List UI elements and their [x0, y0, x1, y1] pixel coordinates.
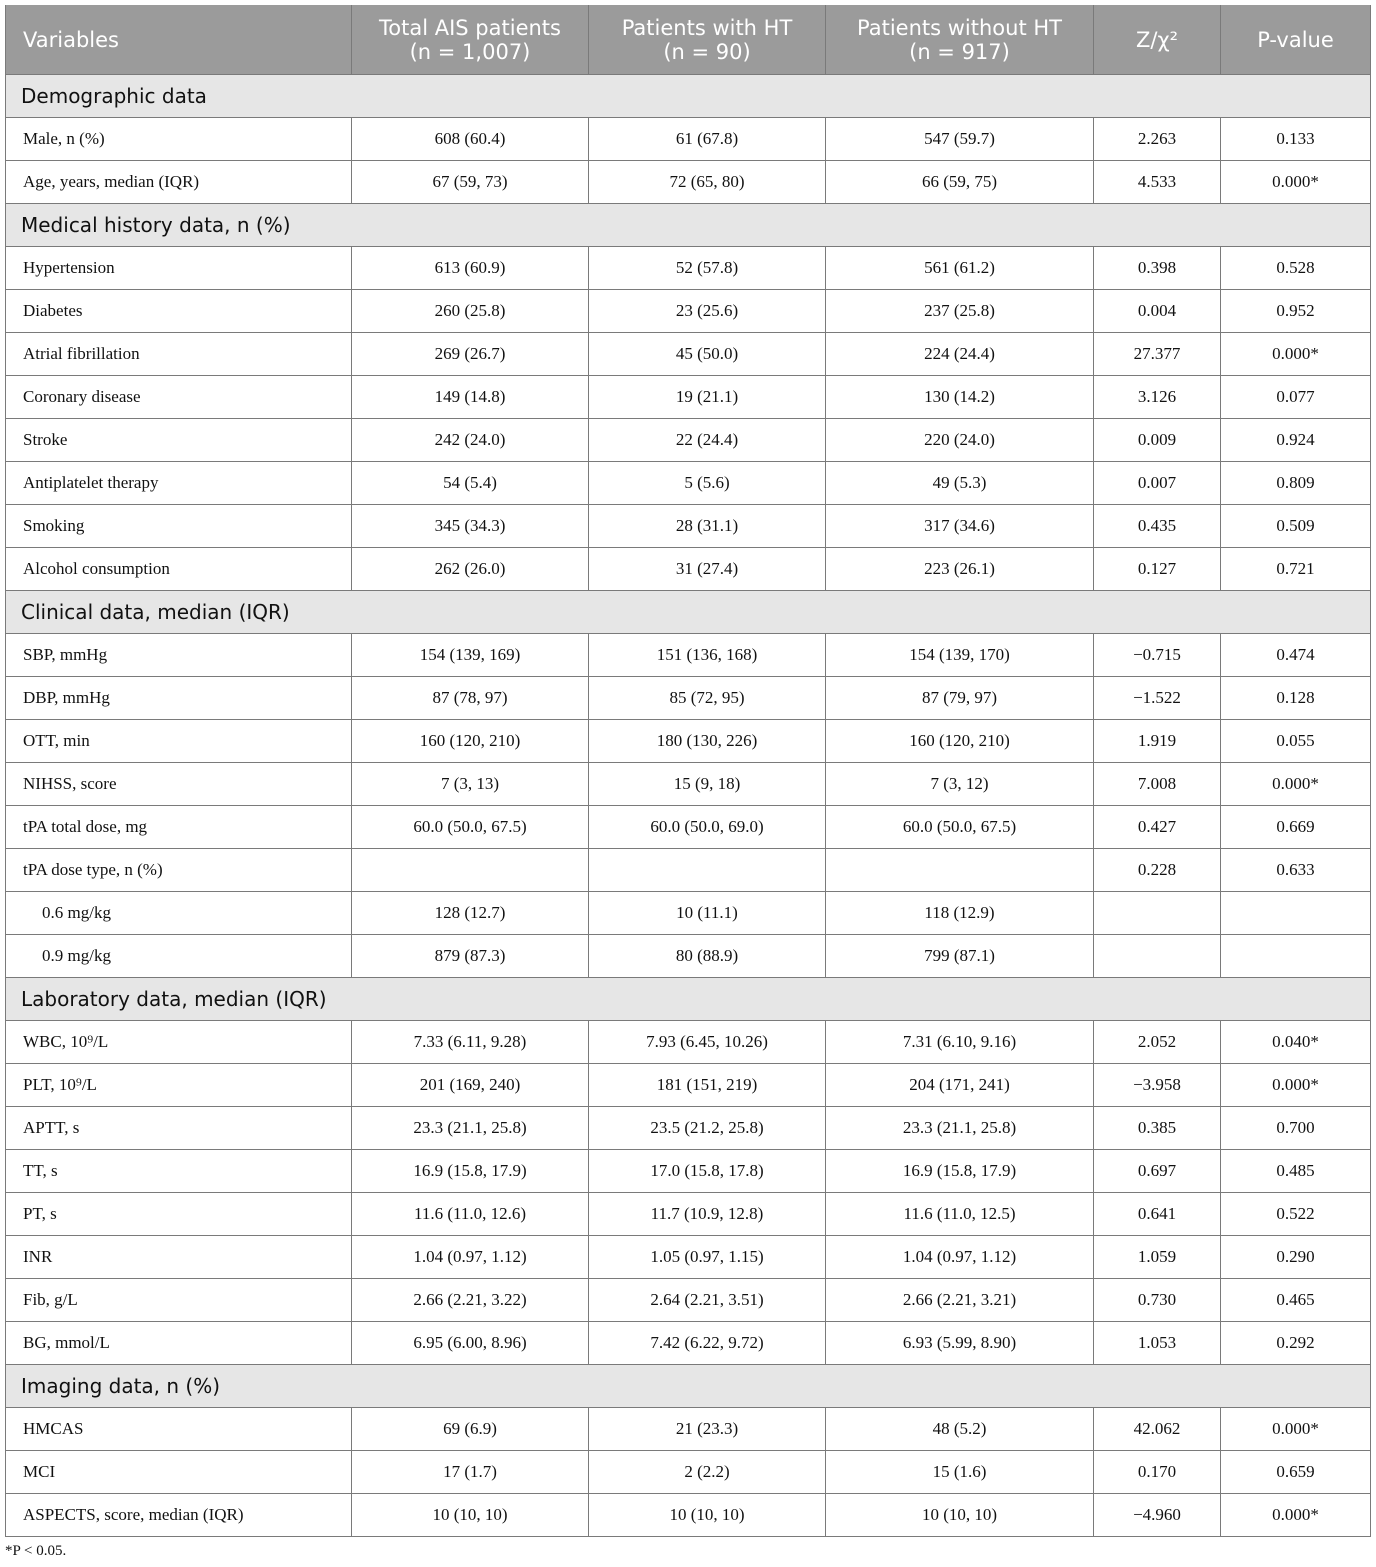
section-title: Laboratory data, median (IQR) [6, 978, 1371, 1021]
total-cell: 608 (60.4) [352, 118, 589, 161]
p-value-cell: 0.659 [1221, 1451, 1371, 1494]
total-cell: 11.6 (11.0, 12.6) [352, 1193, 589, 1236]
statistic-cell: 3.126 [1094, 376, 1221, 419]
total-cell: 67 (59, 73) [352, 161, 589, 204]
p-value-cell: 0.509 [1221, 505, 1371, 548]
with-ht-cell: 60.0 (50.0, 69.0) [589, 806, 826, 849]
total-cell: 201 (169, 240) [352, 1064, 589, 1107]
with-ht-cell: 72 (65, 80) [589, 161, 826, 204]
p-value-cell: 0.528 [1221, 247, 1371, 290]
total-cell: 242 (24.0) [352, 419, 589, 462]
with-ht-cell: 10 (10, 10) [589, 1494, 826, 1537]
total-cell: 262 (26.0) [352, 548, 589, 591]
statistic-cell: 0.170 [1094, 1451, 1221, 1494]
with-ht-cell: 45 (50.0) [589, 333, 826, 376]
total-cell: 23.3 (21.1, 25.8) [352, 1107, 589, 1150]
p-value-cell: 0.133 [1221, 118, 1371, 161]
without-ht-cell: 224 (24.4) [826, 333, 1094, 376]
variable-label: tPA dose type, n (%) [6, 849, 352, 892]
variable-label: HMCAS [6, 1408, 352, 1451]
p-value-cell: 0.522 [1221, 1193, 1371, 1236]
without-ht-cell: 87 (79, 97) [826, 677, 1094, 720]
total-cell: 1.04 (0.97, 1.12) [352, 1236, 589, 1279]
table-row [6, 1322, 1371, 1365]
with-ht-cell: 7.93 (6.45, 10.26) [589, 1021, 826, 1064]
without-ht-cell: 6.93 (5.99, 8.90) [826, 1322, 1094, 1365]
without-ht-cell [826, 849, 1094, 892]
without-ht-cell: 10 (10, 10) [826, 1494, 1094, 1537]
section-title: Clinical data, median (IQR) [6, 591, 1371, 634]
p-value-cell: 0.700 [1221, 1107, 1371, 1150]
p-value-cell [1221, 892, 1371, 935]
p-value-cell: 0.128 [1221, 677, 1371, 720]
with-ht-cell: 31 (27.4) [589, 548, 826, 591]
without-ht-cell: 130 (14.2) [826, 376, 1094, 419]
without-ht-cell: 16.9 (15.8, 17.9) [826, 1150, 1094, 1193]
section-header-row [6, 978, 1371, 1021]
table-row [6, 548, 1371, 591]
statistic-cell: 0.007 [1094, 462, 1221, 505]
without-ht-cell: 66 (59, 75) [826, 161, 1094, 204]
p-value-cell: 0.474 [1221, 634, 1371, 677]
table-row [6, 290, 1371, 333]
with-ht-cell: 181 (151, 219) [589, 1064, 826, 1107]
table-row [6, 1236, 1371, 1279]
statistic-cell: −1.522 [1094, 677, 1221, 720]
with-ht-cell: 28 (31.1) [589, 505, 826, 548]
table-body [6, 75, 1371, 1537]
header-total-title: Total AIS patients [379, 15, 561, 40]
statistic-cell: 42.062 [1094, 1408, 1221, 1451]
statistic-cell: 0.385 [1094, 1107, 1221, 1150]
p-value-cell [1221, 935, 1371, 978]
variable-label: MCI [6, 1451, 352, 1494]
statistic-cell: 2.263 [1094, 118, 1221, 161]
statistic-cell: 7.008 [1094, 763, 1221, 806]
variable-label: NIHSS, score [6, 763, 352, 806]
header-total-n: (n = 1,007) [409, 39, 531, 64]
with-ht-cell: 17.0 (15.8, 17.8) [589, 1150, 826, 1193]
total-cell: 6.95 (6.00, 8.96) [352, 1322, 589, 1365]
with-ht-cell: 7.42 (6.22, 9.72) [589, 1322, 826, 1365]
without-ht-cell: 23.3 (21.1, 25.8) [826, 1107, 1094, 1150]
section-title: Imaging data, n (%) [6, 1365, 1371, 1408]
statistic-cell: 0.009 [1094, 419, 1221, 462]
without-ht-cell: 1.04 (0.97, 1.12) [826, 1236, 1094, 1279]
with-ht-cell [589, 849, 826, 892]
table-row [6, 462, 1371, 505]
p-value-cell: 0.000* [1221, 1494, 1371, 1537]
p-value-cell: 0.000* [1221, 333, 1371, 376]
variable-label: Diabetes [6, 290, 352, 333]
without-ht-cell: 11.6 (11.0, 12.5) [826, 1193, 1094, 1236]
statistic-cell: −4.960 [1094, 1494, 1221, 1537]
total-cell: 7.33 (6.11, 9.28) [352, 1021, 589, 1064]
without-ht-cell: 49 (5.3) [826, 462, 1094, 505]
variable-label: PT, s [6, 1193, 352, 1236]
table-container [5, 5, 1370, 1537]
table-row [6, 161, 1371, 204]
variable-label: tPA total dose, mg [6, 806, 352, 849]
without-ht-cell: 561 (61.2) [826, 247, 1094, 290]
section-header-row [6, 75, 1371, 118]
without-ht-cell: 317 (34.6) [826, 505, 1094, 548]
baseline-characteristics-table [5, 5, 1371, 1537]
variable-label: Fib, g/L [6, 1279, 352, 1322]
total-cell: 128 (12.7) [352, 892, 589, 935]
header-with-ht-n: (n = 90) [663, 39, 751, 64]
p-value-cell: 0.040* [1221, 1021, 1371, 1064]
header-with-ht [589, 5, 826, 75]
variable-label: Stroke [6, 419, 352, 462]
table-row [6, 892, 1371, 935]
table-row [6, 333, 1371, 376]
footnote: *P < 0.05. [5, 1543, 67, 1559]
p-value-cell: 0.669 [1221, 806, 1371, 849]
variable-label: Hypertension [6, 247, 352, 290]
statistic-cell: 0.427 [1094, 806, 1221, 849]
table-row [6, 1193, 1371, 1236]
without-ht-cell: 60.0 (50.0, 67.5) [826, 806, 1094, 849]
p-value-cell: 0.952 [1221, 290, 1371, 333]
total-cell: 613 (60.9) [352, 247, 589, 290]
p-value-cell: 0.000* [1221, 161, 1371, 204]
p-value-cell: 0.000* [1221, 1408, 1371, 1451]
p-value-cell: 0.809 [1221, 462, 1371, 505]
total-cell: 269 (26.7) [352, 333, 589, 376]
header-without-ht [826, 5, 1094, 75]
with-ht-cell: 10 (11.1) [589, 892, 826, 935]
table-row [6, 1408, 1371, 1451]
with-ht-cell: 1.05 (0.97, 1.15) [589, 1236, 826, 1279]
table-row [6, 935, 1371, 978]
total-cell [352, 849, 589, 892]
variable-label: Atrial fibrillation [6, 333, 352, 376]
variable-label: Smoking [6, 505, 352, 548]
without-ht-cell: 237 (25.8) [826, 290, 1094, 333]
with-ht-cell: 52 (57.8) [589, 247, 826, 290]
total-cell: 60.0 (50.0, 67.5) [352, 806, 589, 849]
statistic-cell: −0.715 [1094, 634, 1221, 677]
variable-label: INR [6, 1236, 352, 1279]
section-title: Demographic data [6, 75, 1371, 118]
with-ht-cell: 180 (130, 226) [589, 720, 826, 763]
section-header-row [6, 591, 1371, 634]
with-ht-cell: 21 (23.3) [589, 1408, 826, 1451]
table-row [6, 419, 1371, 462]
with-ht-cell: 19 (21.1) [589, 376, 826, 419]
without-ht-cell: 7.31 (6.10, 9.16) [826, 1021, 1094, 1064]
without-ht-cell: 154 (139, 170) [826, 634, 1094, 677]
statistic-cell: 4.533 [1094, 161, 1221, 204]
statistic-cell: 27.377 [1094, 333, 1221, 376]
p-value-cell: 0.077 [1221, 376, 1371, 419]
section-header-row [6, 204, 1371, 247]
with-ht-cell: 85 (72, 95) [589, 677, 826, 720]
table-row [6, 505, 1371, 548]
variable-label: 0.6 mg/kg [6, 892, 352, 935]
table-row [6, 118, 1371, 161]
total-cell: 345 (34.3) [352, 505, 589, 548]
header-without-ht-n: (n = 917) [909, 39, 1010, 64]
total-cell: 17 (1.7) [352, 1451, 589, 1494]
without-ht-cell: 7 (3, 12) [826, 763, 1094, 806]
statistic-cell [1094, 892, 1221, 935]
with-ht-cell: 2.64 (2.21, 3.51) [589, 1279, 826, 1322]
variable-label: Male, n (%) [6, 118, 352, 161]
header-without-ht-title: Patients without HT [857, 15, 1062, 40]
variable-label: OTT, min [6, 720, 352, 763]
statistic-cell: 0.398 [1094, 247, 1221, 290]
statistic-cell [1094, 935, 1221, 978]
table-row [6, 1107, 1371, 1150]
statistic-cell: 1.053 [1094, 1322, 1221, 1365]
total-cell: 260 (25.8) [352, 290, 589, 333]
total-cell: 2.66 (2.21, 3.22) [352, 1279, 589, 1322]
p-value-cell: 0.000* [1221, 763, 1371, 806]
table-row [6, 634, 1371, 677]
without-ht-cell: 204 (171, 241) [826, 1064, 1094, 1107]
total-cell: 7 (3, 13) [352, 763, 589, 806]
table-row [6, 677, 1371, 720]
variable-label: DBP, mmHg [6, 677, 352, 720]
total-cell: 69 (6.9) [352, 1408, 589, 1451]
with-ht-cell: 5 (5.6) [589, 462, 826, 505]
table-row [6, 1021, 1371, 1064]
p-value-cell: 0.055 [1221, 720, 1371, 763]
header-statistic: Z/χ² [1094, 5, 1221, 75]
header-with-ht-title: Patients with HT [621, 15, 793, 40]
header-p-value: P-value [1221, 5, 1371, 75]
table-header [6, 5, 1371, 75]
variable-label: TT, s [6, 1150, 352, 1193]
without-ht-cell: 118 (12.9) [826, 892, 1094, 935]
statistic-cell: 2.052 [1094, 1021, 1221, 1064]
statistic-cell: 0.730 [1094, 1279, 1221, 1322]
header-variables: Variables [6, 5, 352, 75]
with-ht-cell: 80 (88.9) [589, 935, 826, 978]
statistic-cell: 0.004 [1094, 290, 1221, 333]
with-ht-cell: 2 (2.2) [589, 1451, 826, 1494]
table-row [6, 1279, 1371, 1322]
table-row [6, 763, 1371, 806]
with-ht-cell: 23 (25.6) [589, 290, 826, 333]
variable-label: APTT, s [6, 1107, 352, 1150]
table-row [6, 247, 1371, 290]
statistic-cell: 0.435 [1094, 505, 1221, 548]
variable-label: SBP, mmHg [6, 634, 352, 677]
total-cell: 16.9 (15.8, 17.9) [352, 1150, 589, 1193]
total-cell: 149 (14.8) [352, 376, 589, 419]
with-ht-cell: 61 (67.8) [589, 118, 826, 161]
variable-label: ASPECTS, score, median (IQR) [6, 1494, 352, 1537]
table-row [6, 849, 1371, 892]
with-ht-cell: 11.7 (10.9, 12.8) [589, 1193, 826, 1236]
without-ht-cell: 160 (120, 210) [826, 720, 1094, 763]
with-ht-cell: 15 (9, 18) [589, 763, 826, 806]
statistic-cell: 0.127 [1094, 548, 1221, 591]
statistic-cell: 1.059 [1094, 1236, 1221, 1279]
with-ht-cell: 22 (24.4) [589, 419, 826, 462]
p-value-cell: 0.290 [1221, 1236, 1371, 1279]
total-cell: 879 (87.3) [352, 935, 589, 978]
header-row [6, 5, 1371, 75]
p-value-cell: 0.721 [1221, 548, 1371, 591]
total-cell: 87 (78, 97) [352, 677, 589, 720]
table-row [6, 720, 1371, 763]
variable-label: BG, mmol/L [6, 1322, 352, 1365]
statistic-cell: 0.228 [1094, 849, 1221, 892]
without-ht-cell: 2.66 (2.21, 3.21) [826, 1279, 1094, 1322]
p-value-cell: 0.485 [1221, 1150, 1371, 1193]
table-row [6, 376, 1371, 419]
header-total [352, 5, 589, 75]
table-row [6, 1064, 1371, 1107]
variable-label: PLT, 10⁹/L [6, 1064, 352, 1107]
with-ht-cell: 23.5 (21.2, 25.8) [589, 1107, 826, 1150]
with-ht-cell: 151 (136, 168) [589, 634, 826, 677]
total-cell: 10 (10, 10) [352, 1494, 589, 1537]
p-value-cell: 0.000* [1221, 1064, 1371, 1107]
without-ht-cell: 223 (26.1) [826, 548, 1094, 591]
statistic-cell: 1.919 [1094, 720, 1221, 763]
variable-label: WBC, 10⁹/L [6, 1021, 352, 1064]
p-value-cell: 0.924 [1221, 419, 1371, 462]
variable-label: 0.9 mg/kg [6, 935, 352, 978]
section-title: Medical history data, n (%) [6, 204, 1371, 247]
variable-label: Coronary disease [6, 376, 352, 419]
section-header-row [6, 1365, 1371, 1408]
variable-label: Alcohol consumption [6, 548, 352, 591]
p-value-cell: 0.465 [1221, 1279, 1371, 1322]
table-row [6, 1150, 1371, 1193]
without-ht-cell: 15 (1.6) [826, 1451, 1094, 1494]
p-value-cell: 0.292 [1221, 1322, 1371, 1365]
statistic-cell: 0.697 [1094, 1150, 1221, 1193]
variable-label: Age, years, median (IQR) [6, 161, 352, 204]
without-ht-cell: 799 (87.1) [826, 935, 1094, 978]
statistic-cell: −3.958 [1094, 1064, 1221, 1107]
total-cell: 154 (139, 169) [352, 634, 589, 677]
without-ht-cell: 547 (59.7) [826, 118, 1094, 161]
table-row [6, 1451, 1371, 1494]
variable-label: Antiplatelet therapy [6, 462, 352, 505]
table-row [6, 1494, 1371, 1537]
total-cell: 160 (120, 210) [352, 720, 589, 763]
without-ht-cell: 48 (5.2) [826, 1408, 1094, 1451]
without-ht-cell: 220 (24.0) [826, 419, 1094, 462]
statistic-cell: 0.641 [1094, 1193, 1221, 1236]
total-cell: 54 (5.4) [352, 462, 589, 505]
p-value-cell: 0.633 [1221, 849, 1371, 892]
table-row [6, 806, 1371, 849]
